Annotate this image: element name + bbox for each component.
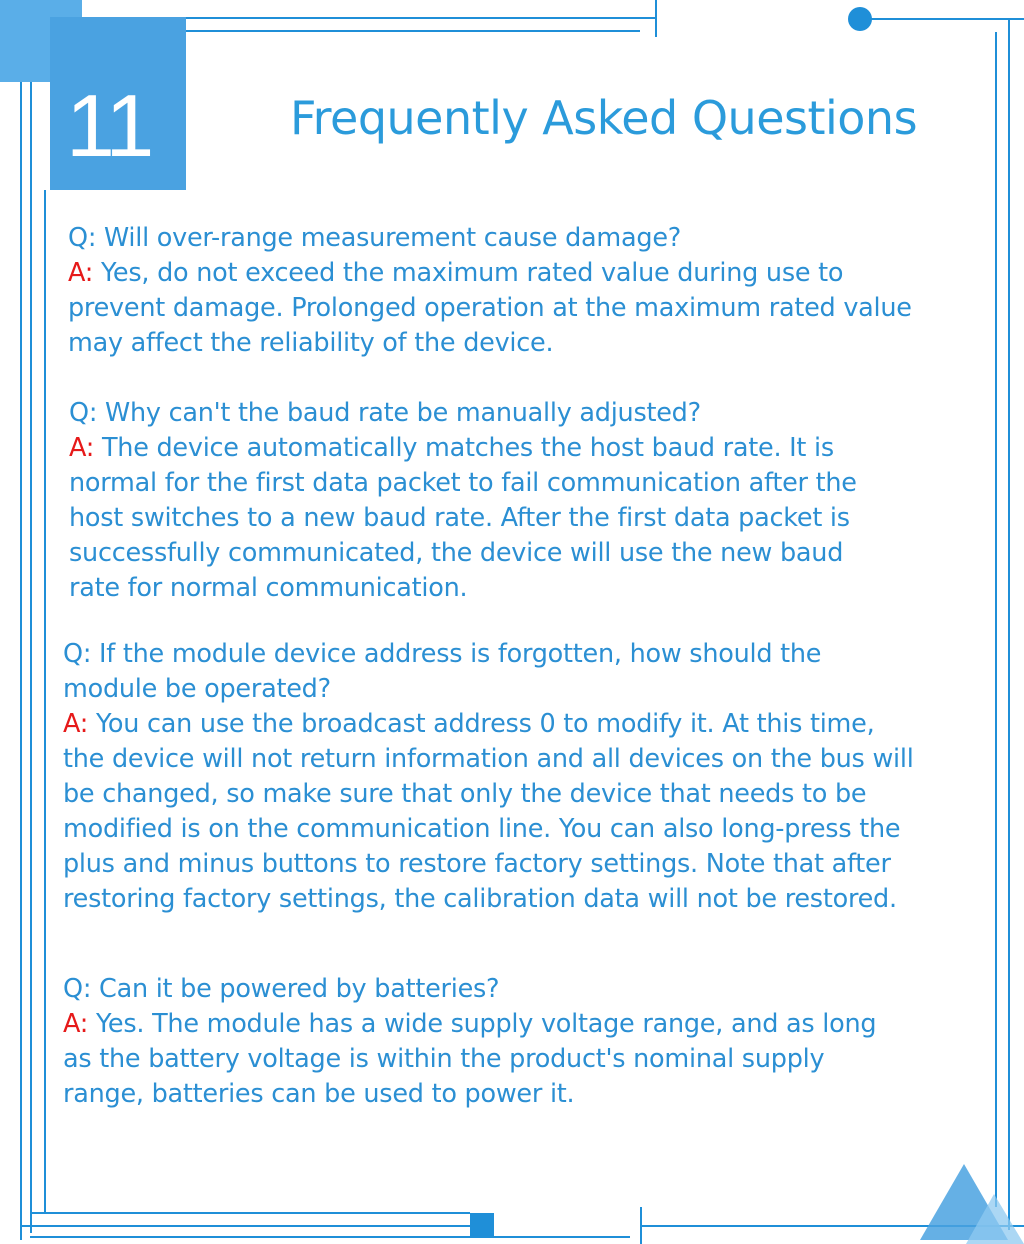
faq-answer-line: plus and minus buttons to restore factory settings. Note that after bbox=[63, 849, 891, 879]
faq-answer-text: Yes, do not exceed the maximum rated value during use to bbox=[100, 258, 844, 288]
answer-prefix: A: bbox=[63, 1009, 89, 1039]
frame-square-decoration bbox=[470, 1213, 494, 1237]
faq-answer-text: The device automatically matches the host baud rate. It is bbox=[101, 433, 834, 463]
page-title: Frequently Asked Questions bbox=[290, 91, 918, 145]
frame-bottom-line-left bbox=[20, 1225, 490, 1227]
faq-answer-text: You can use the broadcast address 0 to modify it. At this time, bbox=[95, 709, 875, 739]
faq-answer-line bbox=[63, 1007, 876, 1042]
faq-item bbox=[69, 396, 857, 606]
frame-bottom-tick bbox=[640, 1207, 642, 1244]
frame-left-line-inner bbox=[44, 190, 46, 1212]
faq-item bbox=[68, 221, 912, 361]
faq-question: Q: Will over-range measurement cause damage? bbox=[68, 223, 682, 253]
faq-answer-line: normal for the first data packet to fail communication after the bbox=[69, 468, 857, 498]
faq-answer-line bbox=[68, 256, 912, 291]
faq-answer-text: Yes. The module has a wide supply voltage range, and as long bbox=[95, 1009, 877, 1039]
answer-prefix: A: bbox=[69, 433, 95, 463]
frame-dot-decoration bbox=[848, 7, 872, 31]
faq-answer-line bbox=[63, 707, 914, 742]
faq-answer-line: range, batteries can be used to power it. bbox=[63, 1079, 575, 1109]
frame-top-right-line bbox=[860, 18, 1024, 20]
faq-answer-line: modified is on the communication line. You can also long-press the bbox=[63, 814, 901, 844]
faq-question: Q: If the module device address is forgotten, how should the bbox=[63, 639, 822, 669]
faq-answer-line: rate for normal communication. bbox=[69, 573, 468, 603]
frame-right-line bbox=[1008, 18, 1010, 1230]
faq-question: Q: Why can't the baud rate be manually adjusted? bbox=[69, 398, 701, 428]
frame-top-tick bbox=[655, 0, 657, 37]
faq-item bbox=[63, 972, 876, 1112]
faq-answer-line: restoring factory settings, the calibration data will not be restored. bbox=[63, 884, 897, 914]
section-number: 11 bbox=[66, 76, 152, 175]
triangle-decoration-icon bbox=[920, 1164, 1024, 1244]
faq-question: Q: Can it be powered by batteries? bbox=[63, 974, 500, 1004]
frame-right-line-2 bbox=[995, 32, 997, 1207]
frame-left-line-mid bbox=[30, 17, 32, 1233]
faq-answer-line: be changed, so make sure that only the device that needs to be bbox=[63, 779, 867, 809]
faq-answer-line: host switches to a new baud rate. After the first data packet is bbox=[69, 503, 850, 533]
frame-bottom-line-left-2 bbox=[30, 1212, 470, 1214]
answer-prefix: A: bbox=[63, 709, 89, 739]
answer-prefix: A: bbox=[68, 258, 94, 288]
faq-answer-line: the device will not return information and all devices on the bus will bbox=[63, 744, 914, 774]
faq-answer-line: may affect the reliability of the device. bbox=[68, 328, 554, 358]
frame-bottom-line-left-3 bbox=[30, 1236, 630, 1238]
faq-answer-line: as the battery voltage is within the product's nominal supply bbox=[63, 1044, 825, 1074]
faq-question: module be operated? bbox=[63, 674, 331, 704]
faq-answer-line bbox=[69, 431, 857, 466]
frame-left-line-outer bbox=[20, 30, 22, 1240]
faq-item bbox=[63, 637, 914, 917]
faq-answer-line: prevent damage. Prolonged operation at the maximum rated value bbox=[68, 293, 912, 323]
faq-answer-line: successfully communicated, the device will use the new baud bbox=[69, 538, 844, 568]
